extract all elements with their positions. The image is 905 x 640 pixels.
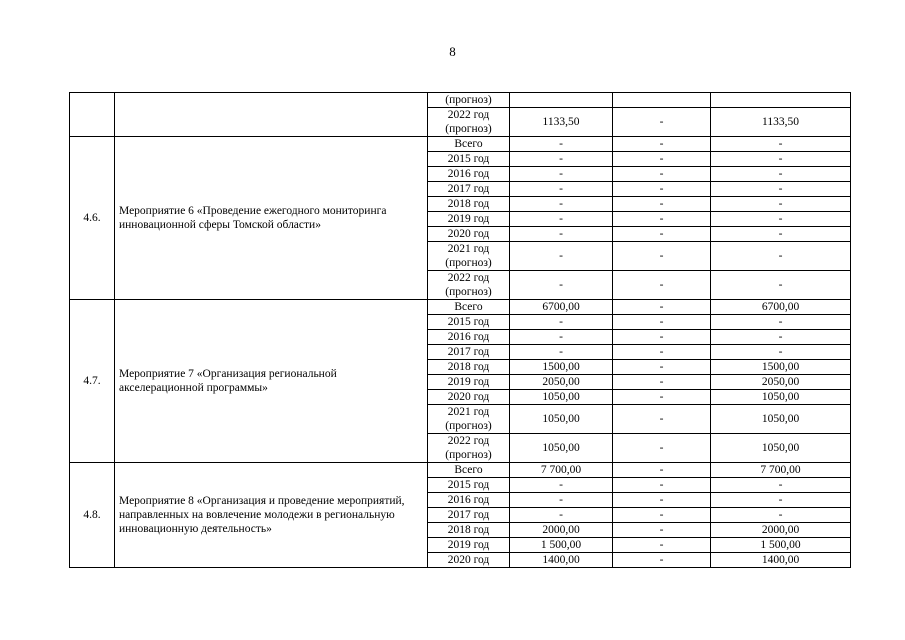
total-cell: - [510,197,613,212]
year-cell: 2020 год [428,227,510,242]
federal-budget-cell: - [613,315,711,330]
total-cell: - [510,212,613,227]
total-cell: 1500,00 [510,360,613,375]
federal-budget-cell: - [613,227,711,242]
total-cell: 1133,50 [510,108,613,137]
total-cell: 7 700,00 [510,463,613,478]
measure-name-cell [115,93,428,137]
federal-budget-cell: - [613,197,711,212]
federal-budget-cell: - [613,493,711,508]
federal-budget-cell: - [613,360,711,375]
year-cell: 2018 год [428,197,510,212]
year-cell: (прогноз) [428,93,510,108]
regional-budget-cell: - [711,330,851,345]
year-cell: 2015 год [428,315,510,330]
federal-budget-cell: - [613,152,711,167]
year-cell: 2022 год (прогноз) [428,108,510,137]
year-cell: 2018 год [428,523,510,538]
total-cell: - [510,227,613,242]
total-cell: - [510,137,613,152]
regional-budget-cell: 7 700,00 [711,463,851,478]
federal-budget-cell: - [613,271,711,300]
year-cell: Всего [428,300,510,315]
regional-budget-cell: 6700,00 [711,300,851,315]
measure-number-cell [70,93,115,137]
total-cell: - [510,493,613,508]
federal-budget-cell: - [613,478,711,493]
total-cell: - [510,345,613,360]
total-cell: - [510,167,613,182]
total-cell: - [510,182,613,197]
year-cell: 2022 год (прогноз) [428,434,510,463]
year-cell: 2017 год [428,508,510,523]
total-cell: - [510,315,613,330]
year-cell: 2019 год [428,375,510,390]
regional-budget-cell: - [711,242,851,271]
federal-budget-cell: - [613,300,711,315]
regional-budget-cell: 1050,00 [711,390,851,405]
regional-budget-cell: - [711,478,851,493]
year-cell: 2021 год (прогноз) [428,242,510,271]
year-cell: 2016 год [428,493,510,508]
measure-name-cell: Мероприятие 6 «Проведение ежегодного мониторинга инновационной сферы Томской области» [115,137,428,300]
total-cell: 1400,00 [510,553,613,568]
federal-budget-cell: - [613,345,711,360]
total-cell: 1050,00 [510,434,613,463]
measure-name-cell: Мероприятие 7 «Организация региональной акселерационной программы» [115,300,428,463]
measure-number-cell: 4.7. [70,300,115,463]
page-number: 8 [449,44,456,59]
federal-budget-cell: - [613,538,711,553]
federal-budget-cell: - [613,167,711,182]
table-row [70,300,851,315]
year-cell: 2020 год [428,553,510,568]
federal-budget-cell: - [613,330,711,345]
year-cell: Всего [428,137,510,152]
regional-budget-cell: 1 500,00 [711,538,851,553]
table-body [70,93,851,568]
regional-budget-cell: 1050,00 [711,405,851,434]
federal-budget-cell: - [613,405,711,434]
regional-budget-cell: - [711,227,851,242]
regional-budget-cell: - [711,271,851,300]
total-cell: 1 500,00 [510,538,613,553]
total-cell: 2050,00 [510,375,613,390]
regional-budget-cell: - [711,508,851,523]
regional-budget-cell: - [711,167,851,182]
year-cell: 2015 год [428,478,510,493]
year-cell: 2019 год [428,538,510,553]
federal-budget-cell: - [613,182,711,197]
year-cell: 2018 год [428,360,510,375]
federal-budget-cell: - [613,137,711,152]
budget-table [69,92,851,568]
federal-budget-cell: - [613,212,711,227]
total-cell: - [510,508,613,523]
regional-budget-cell: - [711,315,851,330]
year-cell: 2017 год [428,345,510,360]
regional-budget-cell: - [711,493,851,508]
regional-budget-cell: 1133,50 [711,108,851,137]
measure-name-cell: Мероприятие 8 «Организация и проведение мероприятий, направленных на вовлечение молодежи в региональную инновационную деятельность» [115,463,428,568]
year-cell: 2020 год [428,390,510,405]
year-cell: 2017 год [428,182,510,197]
federal-budget-cell: - [613,390,711,405]
federal-budget-cell: - [613,375,711,390]
regional-budget-cell: - [711,197,851,212]
measure-number-cell: 4.8. [70,463,115,568]
federal-budget-cell: - [613,108,711,137]
total-cell: 6700,00 [510,300,613,315]
federal-budget-cell: - [613,242,711,271]
federal-budget-cell: - [613,508,711,523]
total-cell: 1050,00 [510,390,613,405]
total-cell: - [510,271,613,300]
total-cell: 1050,00 [510,405,613,434]
federal-budget-cell: - [613,434,711,463]
total-cell: 2000,00 [510,523,613,538]
regional-budget-cell: 1400,00 [711,553,851,568]
federal-budget-cell: - [613,553,711,568]
regional-budget-cell [711,93,851,108]
regional-budget-cell: - [711,152,851,167]
measure-number-cell: 4.6. [70,137,115,300]
regional-budget-cell: - [711,345,851,360]
total-cell: - [510,242,613,271]
federal-budget-cell: - [613,523,711,538]
year-cell: 2022 год (прогноз) [428,271,510,300]
federal-budget-cell [613,93,711,108]
regional-budget-cell: - [711,182,851,197]
year-cell: 2016 год [428,330,510,345]
year-cell: Всего [428,463,510,478]
total-cell: - [510,330,613,345]
year-cell: 2016 год [428,167,510,182]
regional-budget-cell: 2000,00 [711,523,851,538]
regional-budget-cell: - [711,212,851,227]
total-cell [510,93,613,108]
table-row [70,463,851,478]
year-cell: 2015 год [428,152,510,167]
table-row [70,93,851,108]
regional-budget-cell: 2050,00 [711,375,851,390]
federal-budget-cell: - [613,463,711,478]
table-row [70,137,851,152]
regional-budget-cell: - [711,137,851,152]
regional-budget-cell: 1050,00 [711,434,851,463]
total-cell: - [510,478,613,493]
year-cell: 2019 год [428,212,510,227]
regional-budget-cell: 1500,00 [711,360,851,375]
total-cell: - [510,152,613,167]
year-cell: 2021 год (прогноз) [428,405,510,434]
